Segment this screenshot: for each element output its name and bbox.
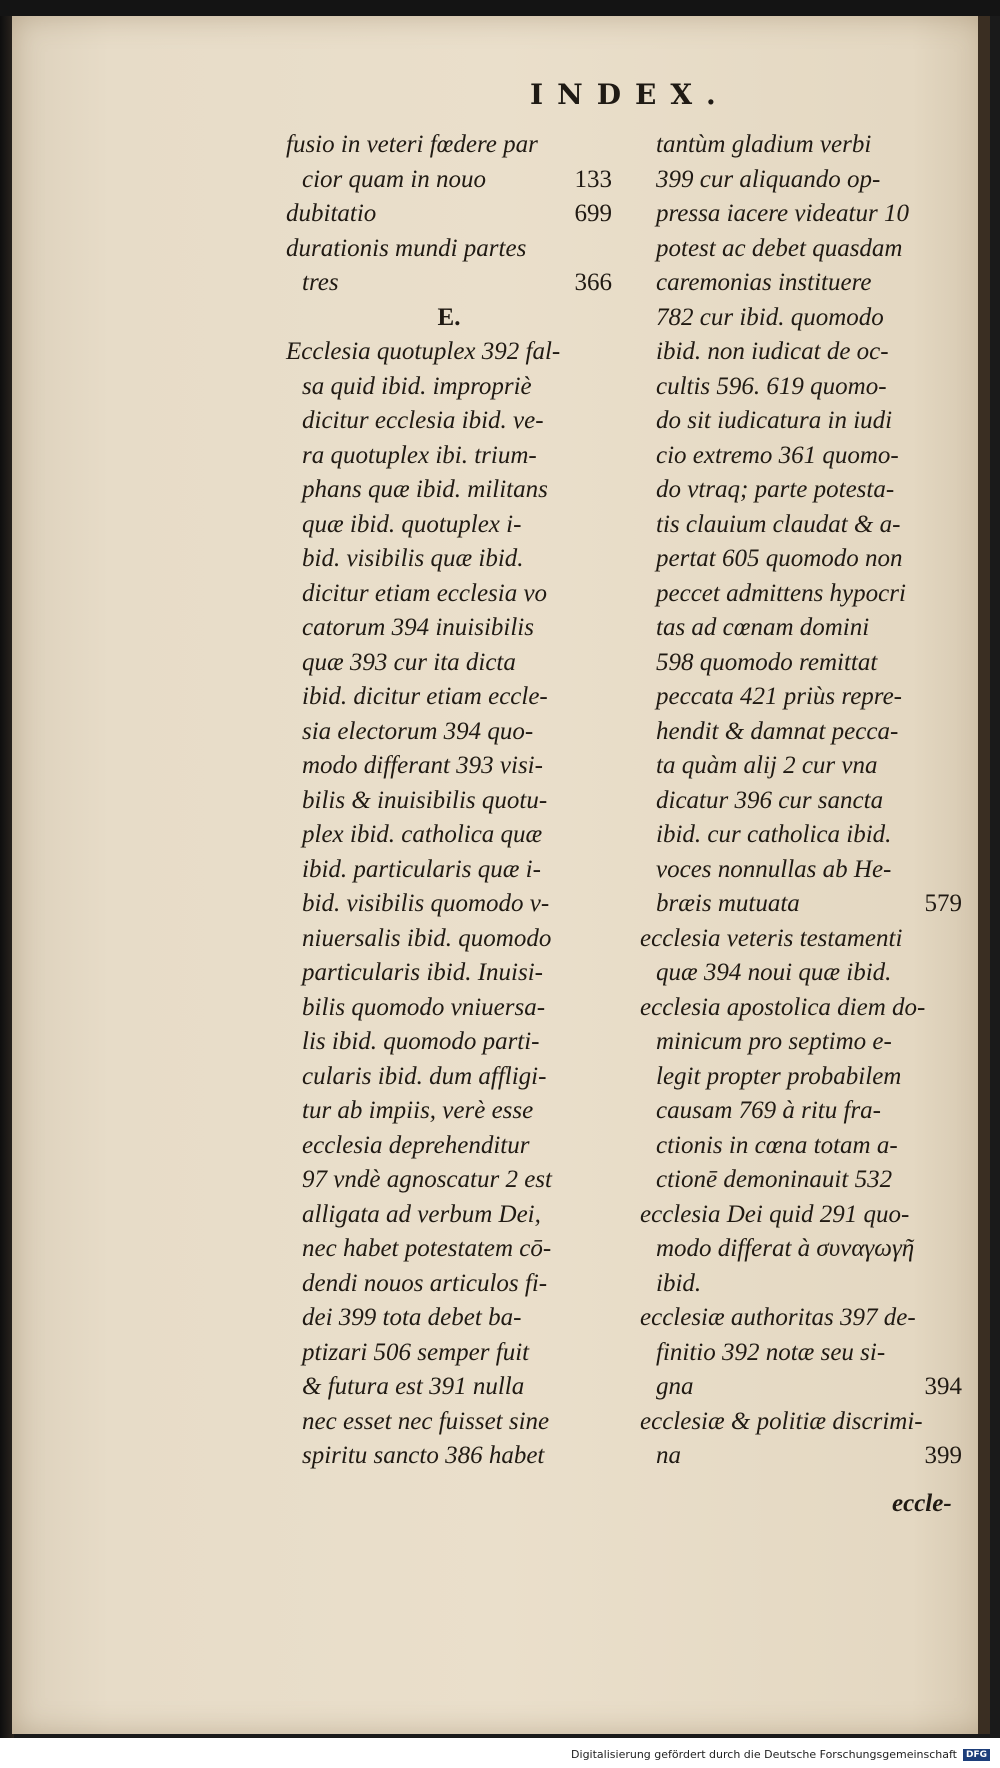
index-line-text: 399 cur aliquando op-	[656, 165, 881, 193]
index-line	[640, 404, 962, 439]
index-line	[640, 1025, 962, 1060]
index-line	[286, 1025, 612, 1060]
index-line-text: ecclesia apostolica diem do-	[640, 993, 926, 1021]
index-line	[640, 611, 962, 646]
index-line	[286, 784, 612, 819]
dfg-logo: DFG	[963, 1749, 990, 1761]
index-line	[286, 1129, 612, 1164]
index-line	[286, 404, 612, 439]
index-line-text: ecclesiæ authoritas 397 de-	[640, 1304, 916, 1331]
index-line	[286, 197, 612, 232]
index-line-text: dicitur ecclesia ibid. ve-	[302, 407, 544, 434]
index-line-text: gna	[656, 1373, 694, 1400]
index-line	[286, 956, 612, 991]
index-line	[286, 1267, 612, 1302]
index-line	[286, 1301, 612, 1336]
index-page-number: 133	[574, 165, 612, 193]
index-line-text: sia electorum 394 quo-	[302, 717, 534, 745]
index-page-number: 579	[924, 890, 962, 917]
index-line-text: cularis ibid. dum affligi-	[302, 1062, 547, 1090]
index-line-text: do sit iudicatura in iudi	[656, 407, 893, 434]
index-line-text: sa quid ibid. impropriè	[302, 372, 532, 400]
index-line-text: bræis mutuata	[656, 890, 800, 917]
index-line-text: ctionis in cœna totam a-	[656, 1131, 898, 1159]
index-line	[640, 749, 962, 784]
index-line-text: tantùm gladium verbi	[656, 131, 872, 158]
index-line-text: particularis ibid. Inuisi-	[302, 959, 543, 986]
index-line-text: ecclesia Dei quid 291 quo-	[640, 1200, 910, 1228]
index-line-text: fusio in veteri fœdere par	[286, 131, 538, 158]
index-line-text: pressa iacere videatur 10	[656, 200, 909, 227]
index-line	[640, 1129, 962, 1164]
index-line	[286, 887, 612, 922]
index-line-text: 598 quomodo remittat	[656, 648, 878, 676]
index-line	[640, 163, 962, 198]
index-line-text: 97 vndè agnoscatur 2 est	[302, 1166, 552, 1193]
index-line	[286, 508, 612, 543]
index-line-text: lis ibid. quomodo parti-	[302, 1028, 540, 1055]
index-line	[286, 266, 612, 301]
index-line-text: ra quotuplex ibi. trium-	[302, 441, 537, 469]
index-line-text: potest ac debet quasdam	[656, 234, 903, 262]
index-line-text: phans quæ ibid. militans	[302, 476, 548, 503]
index-line-text: ibid. particularis quæ i-	[302, 855, 541, 883]
index-line	[286, 128, 612, 163]
index-line-text: dendi nouos articulos fi-	[302, 1269, 548, 1297]
index-line-text: cultis 596. 619 quomo-	[656, 372, 887, 400]
index-line	[286, 1198, 612, 1233]
index-line	[640, 1439, 962, 1474]
index-line	[286, 680, 612, 715]
index-line-text: quæ 394 noui quæ ibid.	[656, 959, 892, 986]
index-line-text: nec esset nec fuisset sine	[302, 1407, 550, 1435]
index-line	[286, 1163, 612, 1198]
index-line-text: catorum 394 inuisibilis	[302, 614, 534, 641]
index-line	[640, 1094, 962, 1129]
index-line	[640, 335, 962, 370]
index-line-text: do vtraq; parte potesta-	[656, 476, 895, 503]
index-line-text: spiritu sancto 386 habet	[302, 1442, 545, 1469]
index-line	[640, 542, 962, 577]
index-line	[640, 680, 962, 715]
index-line-text: 782 cur ibid. quomodo	[656, 303, 884, 331]
index-section-letter	[286, 301, 612, 336]
index-line	[640, 577, 962, 612]
index-line-text: quæ 393 cur ita dicta	[302, 648, 516, 676]
index-line-text: ptizari 506 semper fuit	[302, 1338, 530, 1366]
index-line-text: ecclesia deprehenditur	[302, 1131, 530, 1159]
index-line	[640, 887, 962, 922]
index-line-text: ecclesia veteris testamenti	[640, 924, 903, 952]
index-line	[640, 1301, 962, 1336]
index-line-text: peccata 421 priùs repre-	[656, 683, 903, 710]
index-line-text: tas ad cœnam domini	[656, 614, 870, 641]
index-line	[640, 1060, 962, 1095]
index-line	[640, 1163, 962, 1198]
index-line-text: cio extremo 361 quomo-	[656, 441, 899, 469]
index-line-text: na	[656, 1442, 681, 1469]
index-line	[286, 1439, 612, 1474]
index-line	[286, 1405, 612, 1440]
index-line	[640, 232, 962, 267]
index-line-text: bid. visibilis quæ ibid.	[302, 545, 524, 572]
index-line	[286, 370, 612, 405]
index-line-text: alligata ad verbum Dei,	[302, 1200, 541, 1228]
index-line	[640, 715, 962, 750]
index-line-text: bid. visibilis quomodo v-	[302, 890, 550, 917]
index-line	[640, 784, 962, 819]
index-line-text: legit propter probabilem	[656, 1062, 902, 1090]
footer-text: Digitalisierung gefördert durch die Deutsche Forschungsgemeinschaft	[571, 1748, 957, 1761]
index-page-number: 699	[574, 200, 612, 227]
index-line	[640, 508, 962, 543]
index-line	[286, 473, 612, 508]
index-line	[640, 370, 962, 405]
index-line-text: niuersalis ibid. quomodo	[302, 924, 552, 952]
index-line	[640, 1405, 962, 1440]
index-line-text: ibid. non iudicat de oc-	[656, 338, 889, 365]
index-line-text: peccet admittens hypocri	[656, 579, 906, 607]
index-line-text: durationis mundi partes	[286, 234, 527, 262]
index-line	[640, 1198, 962, 1233]
index-line-text: hendit & damnat pecca-	[656, 717, 899, 745]
index-line	[640, 473, 962, 508]
index-line-text: tis clauium claudat & a-	[656, 510, 901, 538]
index-page-number: 394	[924, 1373, 962, 1400]
index-line	[286, 577, 612, 612]
index-line	[286, 1232, 612, 1267]
index-line	[640, 301, 962, 336]
index-line	[640, 991, 962, 1026]
index-line-text: causam 769 à ritu fra-	[656, 1097, 881, 1124]
index-line-text: ibid. dicitur etiam eccle-	[302, 683, 548, 710]
index-line-text: Ecclesia quotuplex 392 fal-	[286, 338, 561, 365]
index-line	[286, 853, 612, 888]
index-line	[286, 1094, 612, 1129]
index-line	[286, 232, 612, 267]
index-line-text: caremonias instituere	[656, 269, 872, 296]
index-line-text: ibid. cur catholica ibid.	[656, 821, 892, 848]
index-line-text: bilis & inuisibilis quotu-	[302, 786, 548, 814]
index-line	[286, 818, 612, 853]
index-line	[640, 1267, 962, 1302]
index-line-text: modo differat à συναγωγῆ	[656, 1235, 915, 1262]
index-line	[286, 1060, 612, 1095]
index-line	[640, 818, 962, 853]
index-line	[640, 922, 962, 957]
index-line	[286, 542, 612, 577]
index-line-text: tur ab impiis, verè esse	[302, 1097, 534, 1124]
index-line	[640, 646, 962, 681]
index-line	[640, 853, 962, 888]
page-edge	[978, 16, 990, 1734]
index-line	[286, 335, 612, 370]
index-line-text: tres	[302, 269, 339, 296]
catchword: eccle-	[892, 1490, 952, 1517]
index-line	[640, 197, 962, 232]
index-line-text: cior quam in nouo	[302, 165, 487, 193]
index-line-text: pertat 605 quomodo non	[656, 545, 903, 572]
index-line-text: dei 399 tota debet ba-	[302, 1304, 522, 1331]
index-line-text: quæ ibid. quotuplex i-	[302, 510, 522, 538]
index-line-text: voces nonnullas ab He-	[656, 855, 892, 883]
index-line-text: & futura est 391 nulla	[302, 1373, 525, 1400]
index-page-number: 366	[574, 269, 612, 296]
index-line	[640, 266, 962, 301]
index-line	[640, 128, 962, 163]
index-line-text: nec habet potestatem cō-	[302, 1235, 552, 1262]
index-line	[640, 956, 962, 991]
index-column-left	[286, 128, 612, 1474]
index-column-right	[640, 128, 962, 1474]
index-line	[286, 749, 612, 784]
index-line-text: ta quàm alij 2 cur vna	[656, 752, 878, 779]
footer-credit	[571, 1748, 990, 1761]
index-line	[286, 715, 612, 750]
index-line-text: ecclesiæ & politiæ discrimi-	[640, 1407, 923, 1435]
index-line	[286, 991, 612, 1026]
index-line-text: bilis quomodo vniuersa-	[302, 993, 546, 1021]
scan-top-edge	[0, 0, 1000, 16]
index-line-text: plex ibid. catholica quæ	[302, 821, 543, 848]
index-line-text: finitio 392 notæ seu si-	[656, 1338, 886, 1366]
index-line-text: dicatur 396 cur sancta	[656, 786, 884, 814]
index-line	[640, 1336, 962, 1371]
index-line	[286, 163, 612, 198]
index-line-text: dubitatio	[286, 200, 377, 227]
index-line-text: minicum pro septimo e-	[656, 1028, 892, 1055]
page-header: INDEX.	[530, 78, 730, 111]
index-line	[286, 922, 612, 957]
index-page-number: 399	[924, 1442, 962, 1469]
index-line	[640, 1232, 962, 1267]
index-line-text: dicitur etiam ecclesia vo	[302, 579, 548, 607]
index-line	[286, 646, 612, 681]
index-line-text: modo differant 393 visi-	[302, 752, 543, 779]
index-line	[640, 439, 962, 474]
index-line	[286, 1336, 612, 1371]
index-line-text: ctionē demoninauit 532	[656, 1166, 893, 1193]
index-line-text: ibid.	[656, 1269, 702, 1297]
index-line	[640, 1370, 962, 1405]
index-line	[286, 1370, 612, 1405]
index-line-text: E.	[437, 303, 461, 331]
index-line	[286, 611, 612, 646]
index-line	[286, 439, 612, 474]
